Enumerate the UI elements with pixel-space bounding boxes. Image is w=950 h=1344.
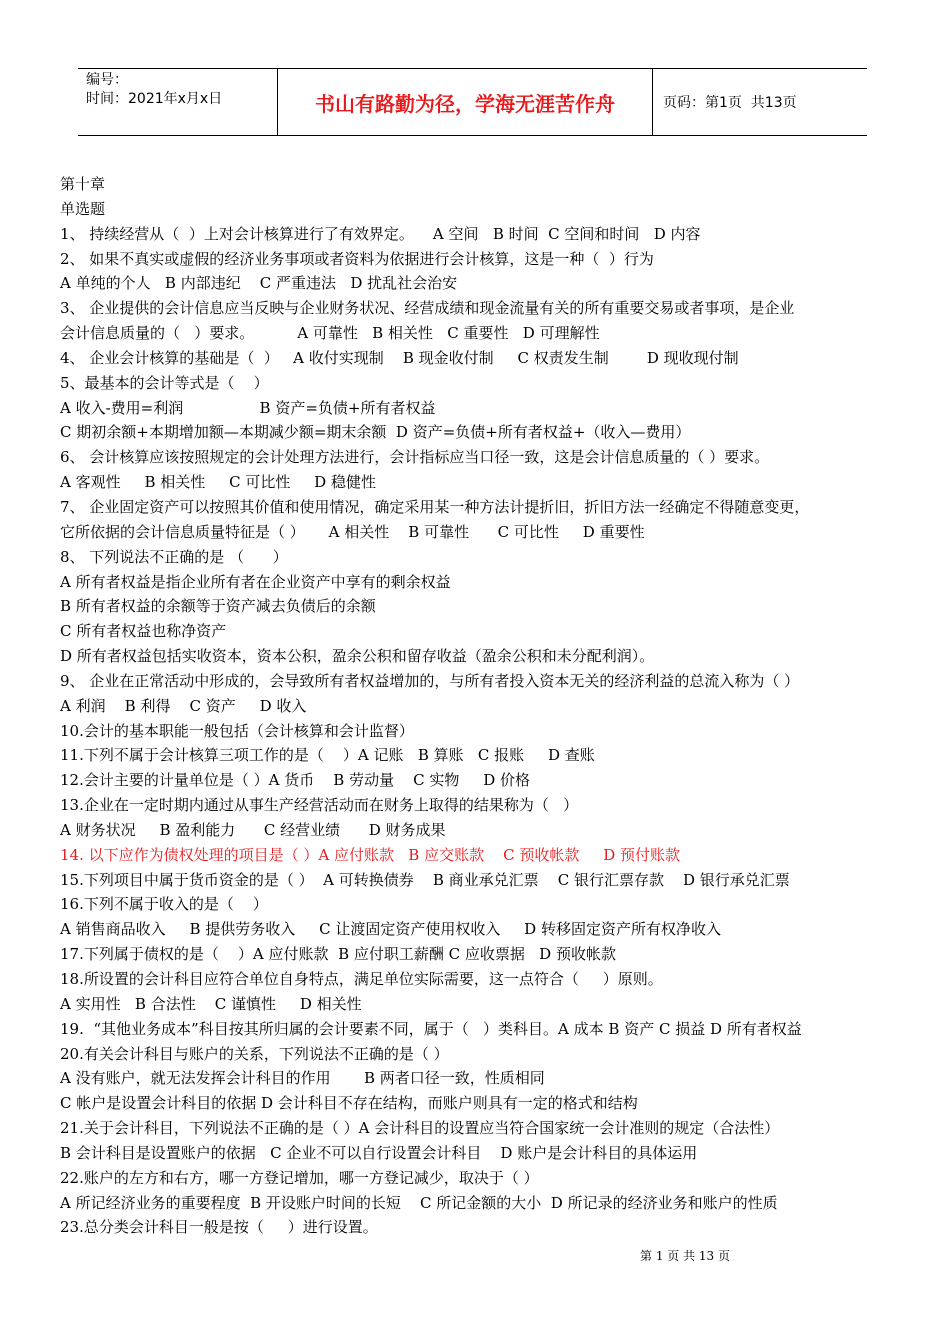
header-meta xyxy=(78,69,278,135)
text-line: A 收入-费用=利润 B 资产=负债+所有者权益 xyxy=(60,398,436,417)
text-line: 6、 会计核算应该按照规定的会计处理方法进行，会计指标应当口径一致，这是会计信息质量的（ ）要求。 xyxy=(60,448,770,467)
document-number-label: 编号： xyxy=(86,72,128,88)
text-line: 它所依据的会计信息质量特征是（ ） A 相关性 B 可靠性 C 可比性 D 重要性 xyxy=(60,522,645,541)
page-header xyxy=(78,68,867,136)
text-line: 22.账户的左方和右方，哪一方登记增加，哪一方登记减少，取决于（ ） xyxy=(60,1168,539,1187)
text-line: 11.下列不属于会计核算三项工作的是（ ）A 记账 B 算账 C 报账 D 查账 xyxy=(60,746,595,765)
text-line: A 销售商品收入 B 提供劳务收入 C 让渡固定资产使用权收入 D 转移固定资产所有权净收入 xyxy=(60,920,721,939)
text-line: 13.企业在一定时期内通过从事生产经营活动而在财务上取得的结果称为（ ） xyxy=(60,796,579,815)
text-line: B 会计科目是设置账户的依据 C 企业不可以自行设置会计科目 D 账户是会计科目的具体运用 xyxy=(60,1143,698,1162)
text-line: A 实用性 B 合法性 C 谨慎性 D 相关性 xyxy=(60,994,362,1013)
text-line: 12.会计主要的计量单位是（ ）A 货币 B 劳动量 C 实物 D 价格 xyxy=(60,771,531,790)
text-line: A 客观性 B 相关性 C 可比性 D 稳健性 xyxy=(60,473,376,492)
text-line: 21.关于会计科目，下列说法不正确的是（ ）A 会计科目的设置应当符合国家统一会计准则的规定（合法性） xyxy=(60,1119,780,1138)
page-footer: 第 1 页 共 13 页 xyxy=(640,1249,730,1263)
text-line: 单选题 xyxy=(60,199,106,218)
text-line: 23.总分类会计科目一般是按（ ）进行设置。 xyxy=(60,1218,378,1237)
text-line: 17.下列属于债权的是（ ）A 应付账款 B 应付职工薪酬 C 应收票据 D 预收帐款 xyxy=(60,945,616,964)
header-page-info xyxy=(653,69,867,135)
text-line: A 所有者权益是指企业所有者在企业资产中享有的剩余权益 xyxy=(60,572,451,591)
text-line: 2、 如果不真实或虚假的经济业务事项或者资料为依据进行会计核算，这是一种（ ）行为 xyxy=(60,249,654,268)
text-line: 20.有关会计科目与账户的关系，下列说法不正确的是（ ） xyxy=(60,1044,449,1063)
header-motto: 书山有路勤为径，学海无涯苦作舟 xyxy=(278,69,653,135)
text-line: A 财务状况 B 盈利能力 C 经营业绩 D 财务成果 xyxy=(60,820,446,839)
text-line: B 所有者权益的余额等于资产减去负债后的余额 xyxy=(60,597,376,616)
text-line: C 期初余额+本期增加额—本期减少额=期末余额 D 资产=负债+所有者权益+（收入—费用） xyxy=(60,423,691,442)
text-line: A 没有账户，就无法发挥会计科目的作用 B 两者口径一致，性质相同 xyxy=(60,1069,545,1088)
text-line: 5、最基本的会计等式是（ ） xyxy=(60,373,269,392)
text-line: 4、 企业会计核算的基础是（ ） A 收付实现制 B 现金收付制 C 权责发生制 D 现收现付制 xyxy=(60,348,739,367)
header-page-label: 页码：第1页 共13页 xyxy=(663,95,797,111)
text-line: 15.下列项目中属于货币资金的是（ ） A 可转换债券 B 商业承兑汇票 C 银行汇票存款 D 银行承兑汇票 xyxy=(60,870,790,889)
text-line: 18.所设置的会计科目应符合单位自身特点，满足单位实际需要，这一点符合（ ）原则。 xyxy=(60,970,663,988)
text-line: 10.会计的基本职能一般包括（会计核算和会计监督） xyxy=(60,721,414,740)
text-line: A 所记经济业务的重要程度 B 开设账户时间的长短 C 所记金额的大小 D 所记录的经济业务和账户的性质 xyxy=(60,1193,778,1212)
text-line: 7、 企业固定资产可以按照其价值和使用情况，确定采用某一种方法计提折旧，折旧方法一经确定不得随意变更， xyxy=(60,497,810,516)
text-line: 会计信息质量的（ ）要求。 A 可靠性 B 相关性 C 重要性 D 可理解性 xyxy=(60,324,600,343)
text-line: 16.下列不属于收入的是（ ） xyxy=(60,895,268,914)
text-line: A 利润 B 利得 C 资产 D 收入 xyxy=(60,696,307,715)
text-line: 9、 企业在正常活动中形成的，会导致所有者权益增加的，与所有者投入资本无关的经济利益的总流入称为（ ） xyxy=(60,671,800,690)
text-line: C 帐户是设置会计科目的依据 D 会计科目不存在结构，而账户则具有一定的格式和结构 xyxy=(60,1094,638,1113)
text-line: 1、 持续经营从（ ）上对会计核算进行了有效界定。 A 空间 B 时间 C 空间和时间 D 内容 xyxy=(60,224,701,243)
text-line: 19. “其他业务成本”科目按其所归属的会计要素不同，属于（ ）类科目。A 成本 B 资产 C 损益 D 所有者权益 xyxy=(60,1019,802,1038)
text-line: D 所有者权益包括实收资本，资本公积，盈余公积和留存收益（盈余公积和未分配利润）。 xyxy=(60,647,655,666)
text-line: C 所有者权益也称净资产 xyxy=(60,622,227,641)
document-date-label: 时间：2021年x月x日 xyxy=(86,91,223,107)
text-line: A 单纯的个人 B 内部违纪 C 严重违法 D 扰乱社会治安 xyxy=(60,274,458,293)
text-line: 8、 下列说法不正确的是 （ ） xyxy=(60,547,288,566)
text-line: 14. 以下应作为债权处理的项目是（ ）A 应付账款 B 应交账款 C 预收帐款 D 预付账款 xyxy=(60,845,681,864)
text-line: 第十章 xyxy=(60,175,106,193)
text-line: 3、 企业提供的会计信息应当反映与企业财务状况、经营成绩和现金流量有关的所有重要交易或者事项，是企业 xyxy=(60,299,795,318)
document-body xyxy=(60,172,900,1240)
